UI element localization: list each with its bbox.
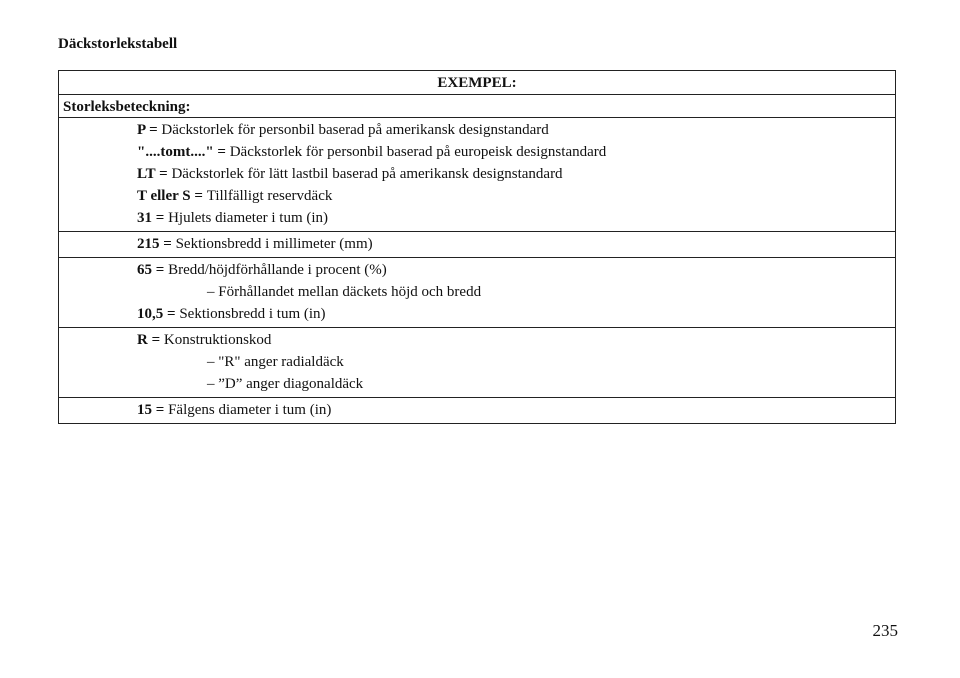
table-row — [59, 328, 895, 398]
definition-line — [59, 163, 895, 185]
definition-separator: = — [159, 236, 176, 252]
definition-text: Däckstorlek för personbil baserad på amerikansk designstandard — [161, 122, 549, 138]
definition-line — [59, 259, 895, 281]
definition-key: 15 — [137, 402, 152, 418]
table-row — [59, 258, 895, 328]
definition-separator: = — [163, 306, 180, 322]
definition-subline: – "R" anger radialdäck — [207, 354, 344, 370]
definition-text: Sektionsbredd i tum (in) — [179, 306, 326, 322]
definition-separator: = — [147, 332, 164, 348]
definition-line — [59, 399, 895, 421]
definition-key: LT — [137, 166, 156, 182]
definition-separator: = — [190, 188, 207, 204]
definition-line — [59, 303, 895, 325]
definition-key: 31 — [137, 210, 152, 226]
definition-subline: – Förhållandet mellan däckets höjd och bredd — [207, 284, 482, 300]
table-row — [59, 232, 895, 258]
definition-text: Däckstorlek för lätt lastbil baserad på amerikansk designstandard — [171, 166, 563, 182]
definition-separator: = — [152, 262, 169, 278]
definition-key: 215 — [137, 236, 160, 252]
definition-line — [59, 185, 895, 207]
definition-text: Hjulets diameter i tum (in) — [168, 210, 329, 226]
definition-subline: – ”D” anger diagonaldäck — [207, 376, 364, 392]
definition-key: 65 — [137, 262, 152, 278]
definition-line — [59, 233, 895, 255]
definition-separator: = — [152, 402, 169, 418]
page-number: 235 — [872, 621, 898, 640]
definition-key: T eller S — [137, 188, 191, 204]
page-title: Däckstorlekstabell — [58, 36, 178, 52]
definition-key: 10,5 — [137, 306, 164, 322]
definition-text: Fälgens diameter i tum (in) — [168, 402, 332, 418]
definition-line — [59, 119, 895, 141]
definition-line — [59, 329, 895, 351]
table-row — [59, 398, 895, 424]
definition-separator: = — [213, 144, 230, 160]
definition-line — [59, 207, 895, 229]
definition-key: P — [137, 122, 146, 138]
definition-text: Konstruktionskod — [163, 332, 272, 348]
definition-text: Tillfälligt reservdäck — [206, 188, 333, 204]
definition-separator: = — [155, 166, 172, 182]
table-header: EXEMPEL: — [59, 71, 895, 95]
size-designation-label: Storleksbeteckning: — [59, 95, 895, 118]
definition-line — [59, 141, 895, 163]
definition-key: R — [137, 332, 148, 348]
definition-key: "....tomt...." — [137, 144, 214, 160]
definition-separator: = — [145, 122, 162, 138]
tire-size-table — [58, 70, 896, 424]
definition-separator: = — [152, 210, 169, 226]
table-row — [59, 118, 895, 232]
definition-text: Sektionsbredd i millimeter (mm) — [175, 236, 373, 252]
definition-text: Bredd/höjdförhållande i procent (%) — [168, 262, 387, 278]
definition-text: Däckstorlek för personbil baserad på europeisk designstandard — [229, 144, 607, 160]
